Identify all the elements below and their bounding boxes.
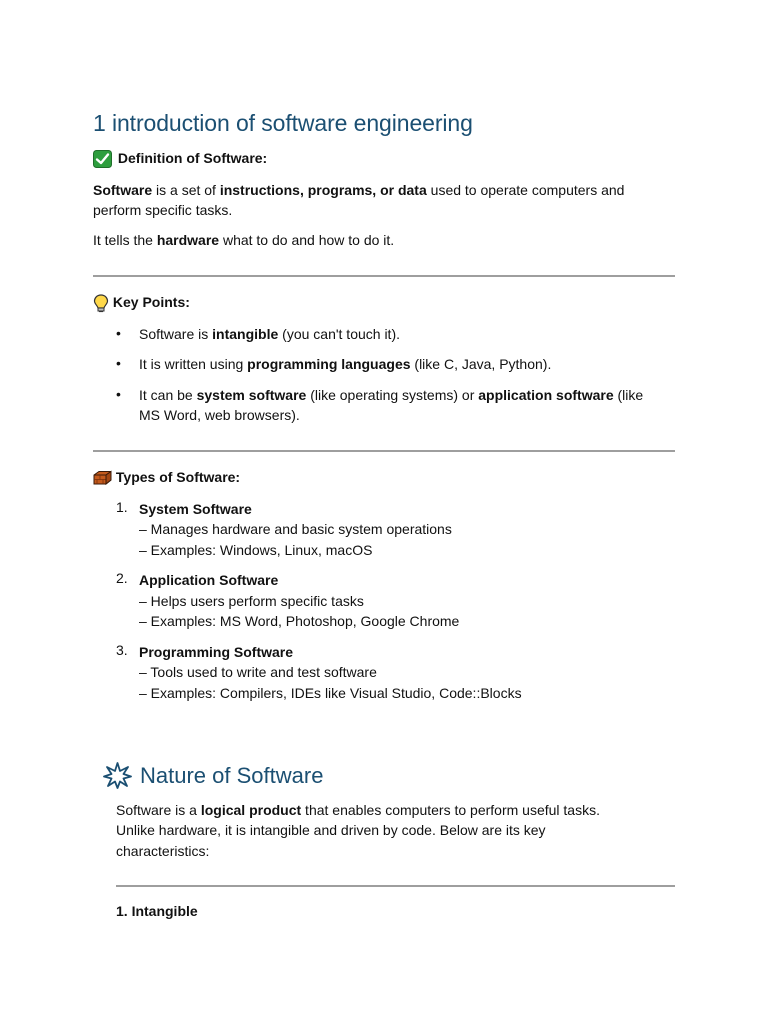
brick-icon: [93, 470, 112, 486]
text: Software is a: [116, 802, 201, 818]
bullet: •: [116, 386, 121, 402]
sparkle-star-icon: [103, 762, 132, 794]
bold-text: logical product: [200, 802, 302, 818]
type-examples: – Examples: Compilers, IDEs like Visual Studio, Code::Blocks: [139, 685, 522, 701]
divider: [116, 885, 675, 887]
list-number: 1.: [116, 499, 128, 515]
type-title: [139, 570, 278, 591]
definition-heading: [93, 150, 267, 168]
definition-heading-text: Definition of Software:: [117, 150, 268, 166]
types-heading-text: Types of Software:: [115, 469, 241, 485]
definition-paragraph-line1: [93, 180, 624, 201]
list-number: 2.: [116, 570, 128, 586]
definition-paragraph-2: [93, 230, 394, 251]
bold-text: instructions, programs, or data: [219, 182, 427, 198]
list-item: [139, 354, 551, 375]
types-heading: [93, 469, 240, 486]
nature-paragraph-line2: Unlike hardware, it is intangible and driven by code. Below are its key: [116, 822, 546, 838]
text: It tells the: [93, 232, 157, 248]
type-title: [139, 642, 293, 663]
text: what to do and how to do it.: [219, 232, 395, 248]
bold-text: programming languages: [247, 356, 411, 372]
light-bulb-icon: [93, 294, 109, 313]
list-item: [139, 324, 400, 345]
text: (you can't touch it).: [278, 326, 400, 342]
bold-text: system software: [196, 387, 307, 403]
bold-text: intangible: [212, 326, 279, 342]
bold-text: System Software: [139, 501, 252, 517]
type-title: [139, 499, 252, 520]
bullet: •: [116, 325, 121, 341]
text: used to operate computers and: [426, 182, 625, 198]
text: (like operating systems) or: [306, 387, 479, 403]
nature-paragraph-line1: [116, 800, 600, 821]
text: (like C, Java, Python).: [410, 356, 552, 372]
bold-text: Programming Software: [139, 644, 294, 660]
type-description: – Helps users perform specific tasks: [139, 593, 364, 609]
list-item: [139, 385, 643, 406]
divider: [93, 275, 675, 277]
list-number: 3.: [116, 642, 128, 658]
text: (like: [613, 387, 644, 403]
subsection-heading: 1. Intangible: [116, 903, 198, 919]
section-heading: Nature of Software: [140, 763, 324, 788]
text: that enables computers to perform useful tasks.: [301, 802, 600, 818]
text: is a set of: [152, 182, 220, 198]
bold-text: Application Software: [139, 572, 279, 588]
bullet: •: [116, 355, 121, 371]
bold-text: Software: [93, 182, 153, 198]
list-item-continuation: MS Word, web browsers).: [139, 407, 300, 423]
text: It can be: [139, 387, 197, 403]
type-description: – Manages hardware and basic system operations: [139, 521, 452, 537]
bold-text: application software: [478, 387, 614, 403]
page-title: 1 introduction of software engineering: [93, 110, 473, 136]
type-description: – Tools used to write and test software: [139, 664, 377, 680]
key-points-heading: [93, 294, 190, 313]
text: Software is: [139, 326, 213, 342]
bold-text: hardware: [156, 232, 220, 248]
type-examples: – Examples: MS Word, Photoshop, Google Chrome: [139, 613, 460, 629]
check-mark-icon: [93, 150, 112, 168]
divider: [93, 450, 675, 452]
key-points-heading-text: Key Points:: [112, 294, 190, 311]
definition-paragraph-line2: perform specific tasks.: [93, 202, 233, 218]
text: It is written using: [139, 356, 248, 372]
nature-paragraph-line3: characteristics:: [116, 843, 210, 859]
type-examples: – Examples: Windows, Linux, macOS: [139, 542, 373, 558]
